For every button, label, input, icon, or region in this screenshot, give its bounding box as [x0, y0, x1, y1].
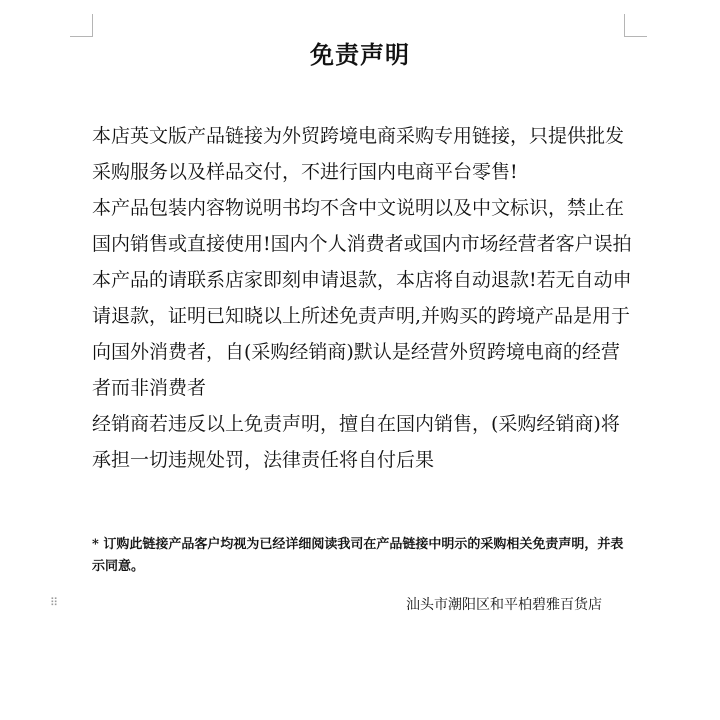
page-corner-mark-top-left: [70, 14, 93, 37]
document-title: 免责声明: [310, 40, 410, 69]
agreement-note: * 订购此链接产品客户均视为已经详细阅读我司在产品链接中明示的采购相关免责声明，并表示同意。: [92, 537, 624, 574]
document-body: [92, 118, 632, 478]
page-corner-mark-top-right: [624, 14, 647, 37]
store-signature: 汕头市潮阳区和平柏碧雅百货店: [406, 597, 602, 613]
paragraph-2: 本产品包装内容物说明书均不含中文说明以及中文标识，禁止在国内销售或直接使用!国内个人消费者或国内市场经营者客户误拍本产品的请联系店家即刻申请退款，本店将自动退款!若无自动申请退款，证明已知晓以上所述免责声明,并购买的跨境产品是用于向国外消费者，自(采购经销商)默认是经营外贸跨境电商的经营者而非消费者: [92, 197, 632, 399]
paragraph-3: 经销商若违反以上免责声明，擅自在国内销售，(采购经销商)将承担一切违规处罚，法律责任将自付后果: [92, 413, 620, 471]
paragraph-1: 本店英文版产品链接为外贸跨境电商采购专用链接，只提供批发采购服务以及样品交付，不进行国内电商平台零售!: [92, 125, 625, 183]
drag-handle-icon[interactable]: ⠿: [50, 596, 58, 609]
